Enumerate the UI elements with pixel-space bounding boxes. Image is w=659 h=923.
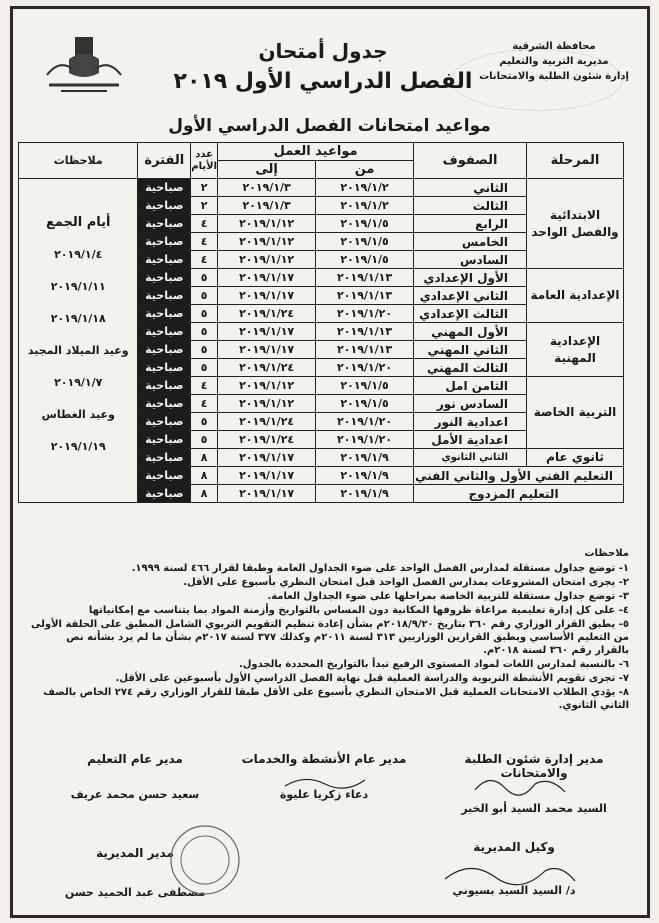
period-cell: صباحية [138, 341, 191, 359]
col-notes: ملاحظات [19, 143, 138, 179]
stage-cell: التعليم المزدوج [414, 485, 624, 503]
days-cell: ٤ [191, 395, 218, 413]
from-cell: ٢٠١٩/١/٩ [316, 485, 414, 503]
to-cell: ٢٠١٩/١/٣ [218, 197, 316, 215]
period-cell: صباحية [138, 251, 191, 269]
grade-cell: اعدادية النور [414, 413, 527, 431]
handwritten-signature-3 [440, 855, 580, 889]
to-cell: ٢٠١٩/١/١٢ [218, 215, 316, 233]
grade-cell: السادس [414, 251, 527, 269]
from-cell: ٢٠١٩/١/٢٠ [316, 413, 414, 431]
signature-name: سعيد حسن محمد عريف [70, 788, 200, 801]
note-line: ٢٠١٩/١/١٨ [50, 312, 106, 325]
to-cell: ٢٠١٩/١/١٢ [218, 251, 316, 269]
grade-cell: الثاني [414, 179, 527, 197]
grade-cell: الثالث المهني [414, 359, 527, 377]
col-stage: المرحلة [527, 143, 624, 179]
notes-column [19, 179, 138, 503]
to-cell: ٢٠١٩/١/٢٤ [218, 431, 316, 449]
to-cell: ٢٠١٩/١/١٧ [218, 467, 316, 485]
days-cell: ٥ [191, 413, 218, 431]
governorate: محافظة الشرقية [512, 41, 596, 52]
from-cell: ٢٠١٩/١/١٣ [316, 323, 414, 341]
signature-name: مصطفى عبد الحميد حسن [64, 886, 206, 899]
stage-cell: الإعدادية المهنية [527, 323, 624, 377]
grade-cell: الثالث الإعدادي [414, 305, 527, 323]
from-cell: ٢٠١٩/١/٥ [316, 251, 414, 269]
grade-cell: الثاني الثانوي [414, 449, 527, 467]
from-cell: ٢٠١٩/١/٢ [316, 179, 414, 197]
title-line-1: جدول أمتحان [258, 39, 388, 63]
period-cell: صباحية [138, 359, 191, 377]
period-cell: صباحية [138, 431, 191, 449]
period-cell: صباحية [138, 305, 191, 323]
note-line: ٢٠١٩/١/١٩ [50, 440, 106, 453]
days-cell: ٥ [191, 269, 218, 287]
remark-item: ٢- يجرى امتحان المشروعات بمدارس الفصل الواحد قبل امتحان النظري بأسبوع على الأقل. [183, 577, 629, 588]
grade-cell: اعدادية الأمل [414, 431, 527, 449]
note-line: وعيد الغطاس [41, 408, 115, 421]
from-cell: ٢٠١٩/١/٩ [316, 449, 414, 467]
grade-cell: الثاني المهني [414, 341, 527, 359]
days-cell: ٥ [191, 431, 218, 449]
period-cell: صباحية [138, 413, 191, 431]
period-cell: صباحية [138, 395, 191, 413]
department: إدارة شئون الطلبة والامتحانات [479, 71, 629, 82]
stage-cell: التربية الخاصة [527, 377, 624, 449]
signature-name: دعاء زكريا عليوة [279, 788, 369, 801]
from-cell: ٢٠١٩/١/٥ [316, 377, 414, 395]
to-cell: ٢٠١٩/١/١٧ [218, 485, 316, 503]
schedule-table [18, 142, 624, 503]
grade-cell: الثالث [414, 197, 527, 215]
from-cell: ٢٠١٩/١/١٣ [316, 287, 414, 305]
to-cell: ٢٠١٩/١/١٧ [218, 287, 316, 305]
signature-name: د/ السيد السيد بسيوني [452, 884, 576, 897]
table-row [19, 179, 624, 197]
col-work-dates: مواعيد العمل [218, 143, 414, 161]
period-cell: صباحية [138, 269, 191, 287]
period-cell: صباحية [138, 467, 191, 485]
to-cell: ٢٠١٩/١/١٧ [218, 269, 316, 287]
period-cell: صباحية [138, 377, 191, 395]
days-cell: ٨ [191, 449, 218, 467]
period-cell: صباحية [138, 233, 191, 251]
from-cell: ٢٠١٩/١/٥ [316, 233, 414, 251]
stage-cell: ثانوي عام [527, 449, 624, 467]
signature-title: وكيل المديرية [473, 840, 555, 854]
col-grades: الصفوف [414, 143, 527, 179]
from-cell: ٢٠١٩/١/١٣ [316, 341, 414, 359]
from-cell: ٢٠١٩/١/٥ [316, 395, 414, 413]
signature-title: مدير عام التعليم [87, 752, 183, 766]
to-cell: ٢٠١٩/١/١٧ [218, 341, 316, 359]
official-stamp-icon [160, 820, 250, 900]
days-cell: ٤ [191, 215, 218, 233]
days-cell: ٢ [191, 197, 218, 215]
remark-item: ٨- يؤدي الطلاب الامتحانات العملية قبل الامتحان النظري بأسبوع على الأقل طبقا للقرار الوزاري رقم ٢٧٤ الخاص بالصف الثاني الثانوي. [43, 687, 629, 711]
table-header-row [19, 143, 624, 161]
days-cell: ٨ [191, 467, 218, 485]
signature-block [60, 752, 210, 801]
to-cell: ٢٠١٩/١/١٢ [218, 233, 316, 251]
period-cell: صباحية [138, 179, 191, 197]
col-to: إلى [218, 161, 316, 179]
note-line: ٢٠١٩/١/٤ [54, 248, 103, 261]
note-line: ٢٠١٩/١/١١ [50, 280, 106, 293]
to-cell: ٢٠١٩/١/٢٤ [218, 305, 316, 323]
grade-cell: الأول الإعدادي [414, 269, 527, 287]
grade-cell: الثامن امل [414, 377, 527, 395]
period-cell: صباحية [138, 485, 191, 503]
days-cell: ٢ [191, 179, 218, 197]
to-cell: ٢٠١٩/١/٢٤ [218, 413, 316, 431]
remark-item: ٤- على كل إدارة تعليمية مراعاة ظروفها المكانية دون المساس بالتواريخ وأزمنة المواد بما يتناسب مع إمكانياتها [88, 605, 629, 616]
title-line-2: الفصل الدراسي الأول ٢٠١٩ [173, 69, 473, 94]
remarks-section [30, 547, 629, 713]
handwritten-signature-2 [280, 770, 370, 794]
period-cell: صباحية [138, 197, 191, 215]
stage-cell: الابتدائية والفصل الواحد [527, 179, 624, 269]
grade-cell: الثاني الإعدادي [414, 287, 527, 305]
stage-cell: الإعدادية العامة [527, 269, 624, 323]
document-title [173, 37, 473, 99]
days-cell: ٥ [191, 323, 218, 341]
signature-title: مدير عام الأنشطة والخدمات [241, 752, 407, 766]
grade-cell: السادس نور [414, 395, 527, 413]
days-cell: ٥ [191, 341, 218, 359]
note-line: أيام الجمع [45, 215, 111, 230]
to-cell: ٢٠١٩/١/٣ [218, 179, 316, 197]
days-cell: ٤ [191, 377, 218, 395]
from-cell: ٢٠١٩/١/٢٠ [316, 359, 414, 377]
signature-title: مدير إدارة شئون الطلبة والامتحانات [464, 752, 604, 780]
to-cell: ٢٠١٩/١/١٧ [218, 449, 316, 467]
col-from: من [316, 161, 414, 179]
period-cell: صباحية [138, 323, 191, 341]
directorate: مديرية التربية والتعليم [499, 56, 609, 67]
table-title: مواعيد امتحانات الفصل الدراسي الأول [168, 116, 491, 136]
signature-name: السيد محمد السيد أبو الخير [461, 802, 607, 815]
from-cell: ٢٠١٩/١/٢٠ [316, 305, 414, 323]
from-cell: ٢٠١٩/١/١٣ [316, 269, 414, 287]
days-cell: ٥ [191, 359, 218, 377]
remark-item: ٥- يطبق القرار الوزاري رقم ٣٦٠ بتاريخ ٢٠١٨/٩/٢٠م بشأن إعادة تنظيم التقويم التربوي الشامل المطبق على الحلقة الأولى من التعليم الأساسي ويطبق القرارين الوزاريين ٣١٣ لسنة ٢٠١١م وكذلك ٣٧٧ لسنة ٢٠١٧م بشأن ما لم يرد بشأنه نص بالقرار رقم ٣٦٠ لسنة ٢٠١٨م. [31, 619, 629, 656]
col-days: عدد الأيام [191, 143, 218, 179]
remark-item: ٦- بالنسبة لمدارس اللغات لمواد المستوى الرفيع تبدأ بالتواريخ المحددة بالجدول. [238, 659, 629, 670]
grade-cell: الأول المهني [414, 323, 527, 341]
note-line: ٢٠١٩/١/٧ [54, 376, 103, 389]
to-cell: ٢٠١٩/١/١٢ [218, 377, 316, 395]
to-cell: ٢٠١٩/١/١٧ [218, 323, 316, 341]
remark-item: ٣- توضع جداول مستقلة للتربية الخاصة بمراحلها على ضوء الجداول العامة. [267, 591, 629, 602]
to-cell: ٢٠١٩/١/١٢ [218, 395, 316, 413]
signature-title: مدير المديرية [96, 846, 174, 860]
period-cell: صباحية [138, 287, 191, 305]
days-cell: ٤ [191, 251, 218, 269]
col-period: الفترة [138, 143, 191, 179]
from-cell: ٢٠١٩/١/٢٠ [316, 431, 414, 449]
remarks-heading: ملاحظات [584, 548, 629, 559]
eagle-emblem-icon [39, 29, 129, 99]
stage-cell: التعليم الفني الأول والثاني الفني [414, 467, 624, 485]
remark-item: ١- توضع جداول مستقلة لمدارس الفصل الواحد على ضوء الجداول العامة وطبقا لقرار ٤٦٦ لسنة ١٩٩٩. [131, 563, 629, 574]
grade-cell: الرابع [414, 215, 527, 233]
days-cell: ٨ [191, 485, 218, 503]
remark-item: ٧- تجرى تقويم الأنشطة التربوية والدراسة العملية قبل نهاية الفصل الدراسي الأول بأسبوعين على الأقل. [115, 673, 629, 684]
issuing-authority [479, 39, 629, 84]
days-cell: ٤ [191, 233, 218, 251]
from-cell: ٢٠١٩/١/٥ [316, 215, 414, 233]
note-line: وعيد الميلاد المجيد [27, 344, 129, 357]
period-cell: صباحية [138, 215, 191, 233]
period-cell: صباحية [138, 449, 191, 467]
to-cell: ٢٠١٩/١/٢٤ [218, 359, 316, 377]
from-cell: ٢٠١٩/١/٩ [316, 467, 414, 485]
grade-cell: الخامس [414, 233, 527, 251]
days-cell: ٥ [191, 287, 218, 305]
days-cell: ٥ [191, 305, 218, 323]
from-cell: ٢٠١٩/١/٢ [316, 197, 414, 215]
handwritten-signature-1 [470, 770, 570, 800]
